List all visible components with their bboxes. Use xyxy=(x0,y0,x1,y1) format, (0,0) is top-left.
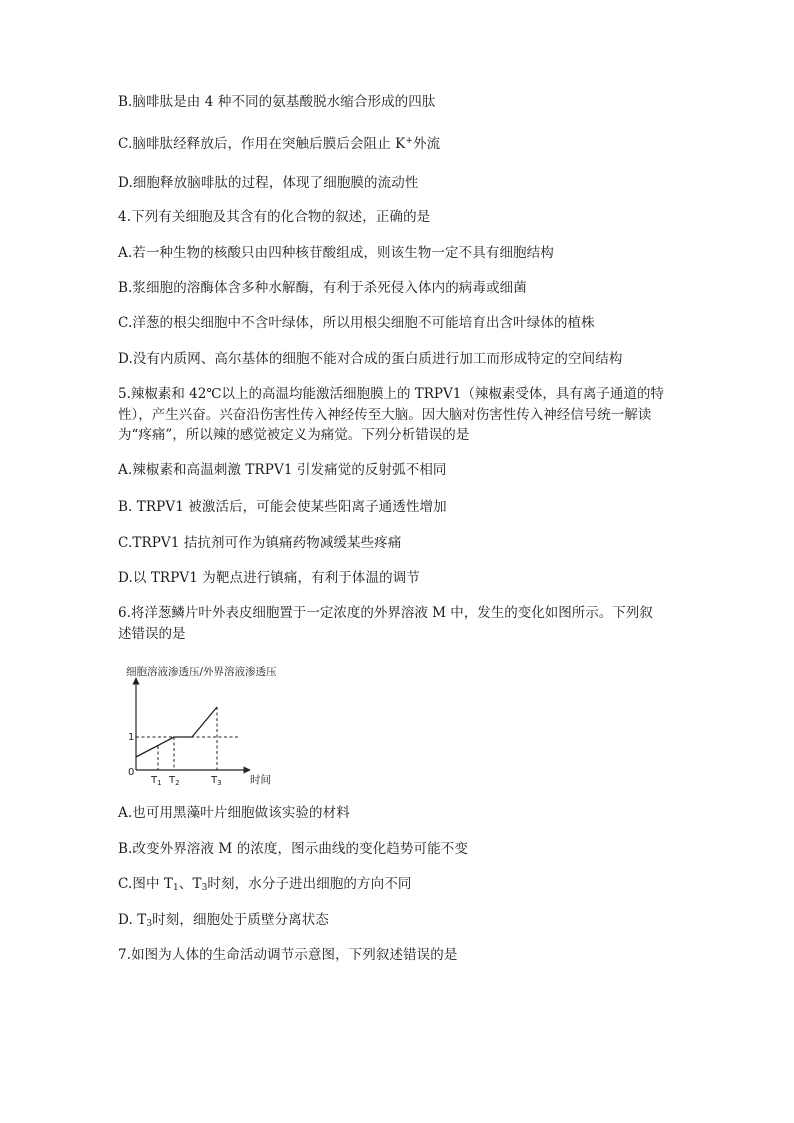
figure-x-label: 时间 xyxy=(250,774,271,786)
q3-option-c-text: C.脑啡肽经释放后，作用在突触后膜后会阻止 K xyxy=(118,136,406,152)
q6-option-c-tail: 时刻，水分子进出细胞的方向不同 xyxy=(207,876,412,892)
q6-option-c-sub-3: 3 xyxy=(201,883,208,893)
q5-stem-line-3: 为“疼痛”，所以辣的感觉被定义为痛觉。下列分析错误的是 xyxy=(118,427,470,443)
q4-option-c: C.洋葱的根尖细胞中不含叶绿体，所以用根尖细胞不可能培育出含叶绿体的植株 xyxy=(118,315,595,331)
q5-option-b: B. TRPV1 被激活后，可能会使某些阳离子通透性增加 xyxy=(118,499,447,515)
q3-option-c xyxy=(118,134,440,154)
figure-origin: 0 xyxy=(128,767,135,778)
q6-stem-line-1: 6.将洋葱鳞片叶外表皮细胞置于一定浓度的外界溶液 M 中，发生的变化如图所示。下列叙 xyxy=(118,605,653,621)
q5-option-c: C.TRPV1 拮抗剂可作为镇痛药物减缓某些疼痛 xyxy=(118,535,402,551)
q6-option-c-text: C.图中 T xyxy=(118,876,174,892)
q6-option-d xyxy=(118,910,329,930)
q6-option-c-sub-1: 1 xyxy=(173,883,179,893)
figure-y-tick-1: 1 xyxy=(128,732,135,743)
q7-stem: 7.如图为人体的生命活动调节示意图，下列叙述错误的是 xyxy=(118,947,458,963)
q6-stem xyxy=(118,603,678,644)
q4-stem: 4.下列有关细胞及其含有的化合物的叙述，正确的是 xyxy=(118,209,431,225)
q6-option-c-mid: 、T xyxy=(178,876,202,892)
figure-curve xyxy=(136,707,217,757)
q5-option-a: A.辣椒素和高温刺激 TRPV1 引发痛觉的反射弧不相同 xyxy=(118,462,447,478)
q3-option-b: B.脑啡肽是由 4 种不同的氨基酸脱水缩合形成的四肽 xyxy=(118,94,436,110)
q6-option-d-sub: 3 xyxy=(146,919,153,929)
q3-option-c-tail: 外流 xyxy=(412,136,441,152)
q4-option-a: A.若一种生物的核酸只由四种核苷酸组成，则该生物一定不具有细胞结构 xyxy=(118,245,554,261)
q4-option-d: D.没有内质网、高尔基体的细胞不能对合成的蛋白质进行加工而形成特定的空间结构 xyxy=(118,351,623,367)
q5-stem-line-1: 5.辣椒素和 42℃以上的高温均能激活细胞膜上的 TRPV1（辣椒素受体，具有离子通道的特 xyxy=(118,386,664,402)
q6-option-c xyxy=(118,874,411,894)
q6-option-d-tail: 时刻，细胞处于质壁分离状态 xyxy=(152,912,329,928)
figure-t3-label: $T_3$ xyxy=(211,775,222,787)
q4-option-b: B.浆细胞的溶酶体含多种水解酶，有利于杀死侵入体内的病毒或细菌 xyxy=(118,280,527,296)
q5-stem-line-2: 性），产生兴奋。兴奋沿伤害性传入神经传至大脑。因大脑对伤害性传入神经信号统一解读 xyxy=(118,406,652,423)
osmotic-ratio-figure xyxy=(122,660,307,788)
figure-y-label: 细胞溶液渗透压/外界溶液渗透压 xyxy=(126,666,277,678)
q3-option-c-sup: + xyxy=(405,136,413,146)
figure-t1-label: $T_1$ xyxy=(151,775,162,787)
q6-option-b: B.改变外界溶液 M 的浓度，图示曲线的变化趋势可能不变 xyxy=(118,841,468,857)
q6-option-a: A.也可用黑藻叶片细胞做该实验的材料 xyxy=(118,805,350,821)
q6-stem-line-2: 述错误的是 xyxy=(118,625,186,642)
q5-stem xyxy=(118,384,678,446)
q3-option-d: D.细胞释放脑啡肽的过程，体现了细胞膜的流动性 xyxy=(118,175,419,191)
figure-t2-label: $T_2$ xyxy=(169,775,180,787)
q6-option-d-text: D. T xyxy=(118,912,147,928)
q5-option-d: D.以 TRPV1 为靶点进行镇痛，有利于体温的调节 xyxy=(118,570,420,586)
